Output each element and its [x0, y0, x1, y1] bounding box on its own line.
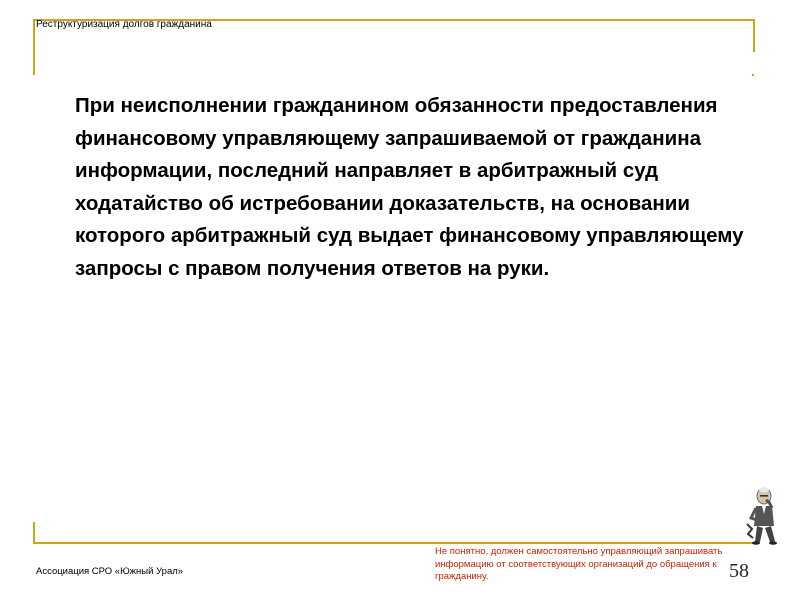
left-divider [33, 19, 35, 75]
thinking-man-icon [743, 484, 785, 548]
footer-note: Не понятно, должен самостоятельно управляющий запрашивать информацию от соответствующих организаций до обращения к гражданину. [435, 546, 723, 582]
page-number: 58 [729, 560, 749, 582]
bottom-left-divider [33, 522, 35, 543]
footer-organization: Ассоциация СРО «Южный Урал» [36, 566, 184, 577]
slide-header: Реструктуризация долгов гражданина [36, 19, 212, 30]
right-divider [753, 19, 755, 52]
slide-body-text: При неисполнении гражданином обязанности предоставления финансовому управляющему запрашиваемой от гражданина информации, последний направляет в арбитражный суд ходатайство об истребовании доказательств, на основании которого арбитражный суд выдает финансовому управляющему запросы с правом получения ответов на руки. [75, 94, 744, 280]
corner-dot [752, 74, 754, 76]
bottom-divider [33, 542, 757, 544]
